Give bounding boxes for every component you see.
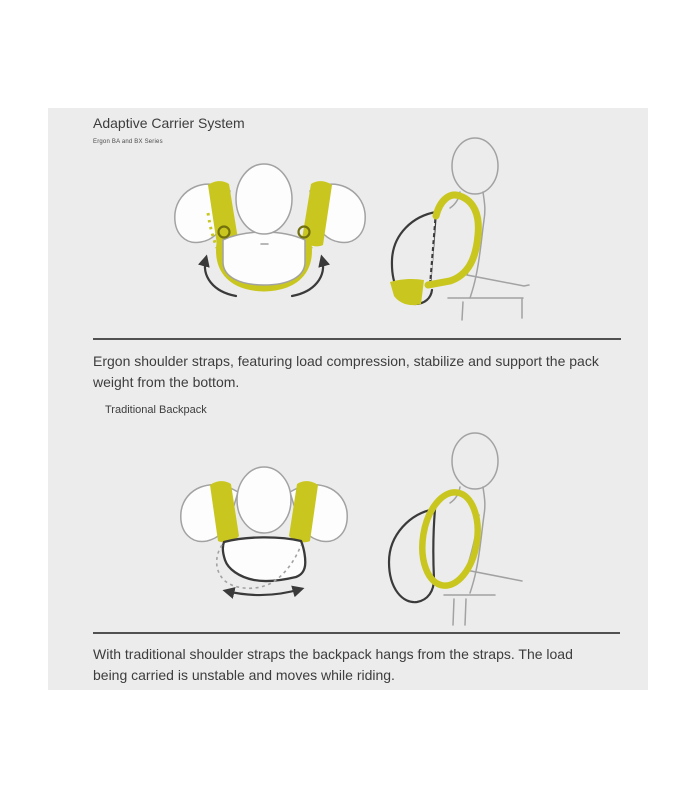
ergon-straps-front-illustration [160,155,380,330]
pack-bottom-support [390,279,424,305]
pack-top-outline [223,232,305,285]
traditional-backpack-label: Traditional Backpack [105,404,207,416]
hanging-pack-outline [223,537,305,581]
traditional-caption-line2: being carried is unstable and moves while riding. [93,667,395,683]
page-title: Adaptive Carrier System [93,115,245,131]
ergon-pack-side-illustration [380,128,560,340]
side-to-side-arrow-icon [226,589,301,595]
traditional-caption-line1: With traditional shoulder straps the backpack hangs from the straps. The load [93,646,573,662]
ergon-caption [93,351,638,393]
traditional-pack-side-illustration [380,423,560,635]
rider-outline [448,138,529,320]
page-subtitle: Ergon BA and BX Series [93,139,163,145]
content-panel [48,108,648,690]
head-outline [237,467,291,533]
divider [93,338,621,340]
traditional-caption [93,644,638,686]
ergon-caption-line2: weight from the bottom. [93,374,240,390]
ergon-caption-line1: Ergon shoulder straps, featuring load compression, stabilize and support the pack [93,353,599,369]
traditional-straps-front-illustration [160,438,380,625]
divider [93,632,620,634]
rider-outline [444,433,522,625]
head-outline [236,164,292,234]
ergon-strap-side [428,195,478,285]
